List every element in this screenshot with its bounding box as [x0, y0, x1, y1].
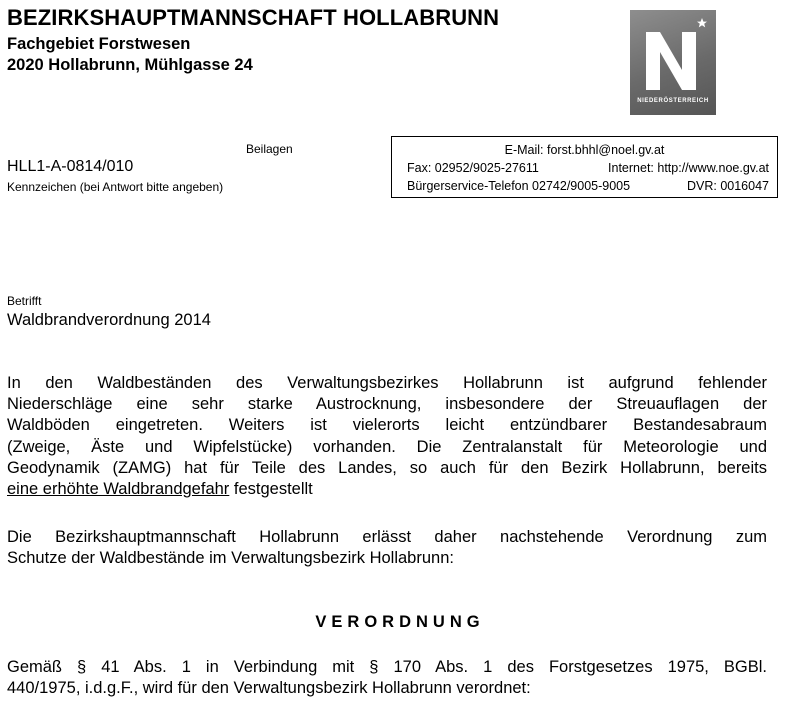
logo-caption: NIEDERÖSTERREICH [637, 98, 709, 104]
fire-risk-emphasis: eine erhöhte Waldbrandgefahr [7, 480, 230, 499]
reference-number: HLL1-A-0814/010 [7, 158, 134, 175]
paragraph-line: 440/1975, i.d.g.F., wird für den Verwaltungsbezirk Hollabrunn verordnet: [7, 679, 531, 698]
paragraph-line: Waldböden eingetreten. Weiters ist vielerorts leicht entzündbarer Bestandesabraum [7, 416, 767, 435]
lower-austria-logo [630, 10, 716, 115]
paragraph-line: Schutze der Waldbestände im Verwaltungsbezirk Hollabrunn: [7, 549, 454, 568]
decree-heading: VERORDNUNG [315, 613, 485, 631]
contact-fax: Fax: 02952/9025-27611 [407, 161, 539, 175]
contact-dvr: DVR: 0016047 [686, 179, 769, 193]
contact-phone: Bürgerservice-Telefon 02742/9005-9005 [407, 179, 631, 193]
paragraph-decree-intro [7, 527, 767, 569]
paragraph-line: (Zweige, Äste und Wipfelstücke) vorhanden. Die Zentralanstalt für Meteorologie und [7, 437, 767, 456]
reference-hint: Kennzeichen (bei Antwort bitte angeben) [7, 180, 224, 194]
subject-label: Betrifft [7, 294, 42, 308]
paragraph-tail: festgestellt [229, 480, 313, 499]
paragraph-line: Die Bezirkshauptmannschaft Hollabrunn erlässt daher nachstehende Verordnung zum [7, 528, 767, 546]
authority-address: 2020 Hollabrunn, Mühlgasse 24 [7, 56, 253, 74]
contact-internet: Internet: http://www.noe.gv.at [608, 161, 769, 175]
paragraph-line: Niederschläge eine sehr starke Austrocknung, insbesondere der Streuauflagen der [7, 395, 767, 414]
contact-email: E-Mail: forst.bhhl@noel.gv.at [504, 143, 665, 157]
attachments-label: Beilagen [246, 142, 293, 156]
paragraph-line-final [7, 479, 767, 500]
paragraph-legal-basis [7, 657, 767, 699]
subject-text: Waldbrandverordnung 2014 [7, 311, 211, 329]
paragraph-line: Gemäß § 41 Abs. 1 in Verbindung mit § 170 Abs. 1 des Forstgesetzes 1975, BGBl. [7, 658, 767, 676]
department-name: Fachgebiet Forstwesen [7, 35, 191, 53]
paragraph-line: Geodynamik (ZAMG) hat für Teile des Landes, so auch für den Bezirk Hollabrunn, bereits [7, 458, 767, 477]
contact-box [391, 136, 778, 198]
paragraph-line: In den Waldbeständen des Verwaltungsbezirkes Hollabrunn ist aufgrund fehlender [7, 374, 767, 392]
authority-title: BEZIRKSHAUPTMANNSCHAFT HOLLABRUNN [7, 5, 500, 30]
paragraph-drought [7, 373, 767, 500]
